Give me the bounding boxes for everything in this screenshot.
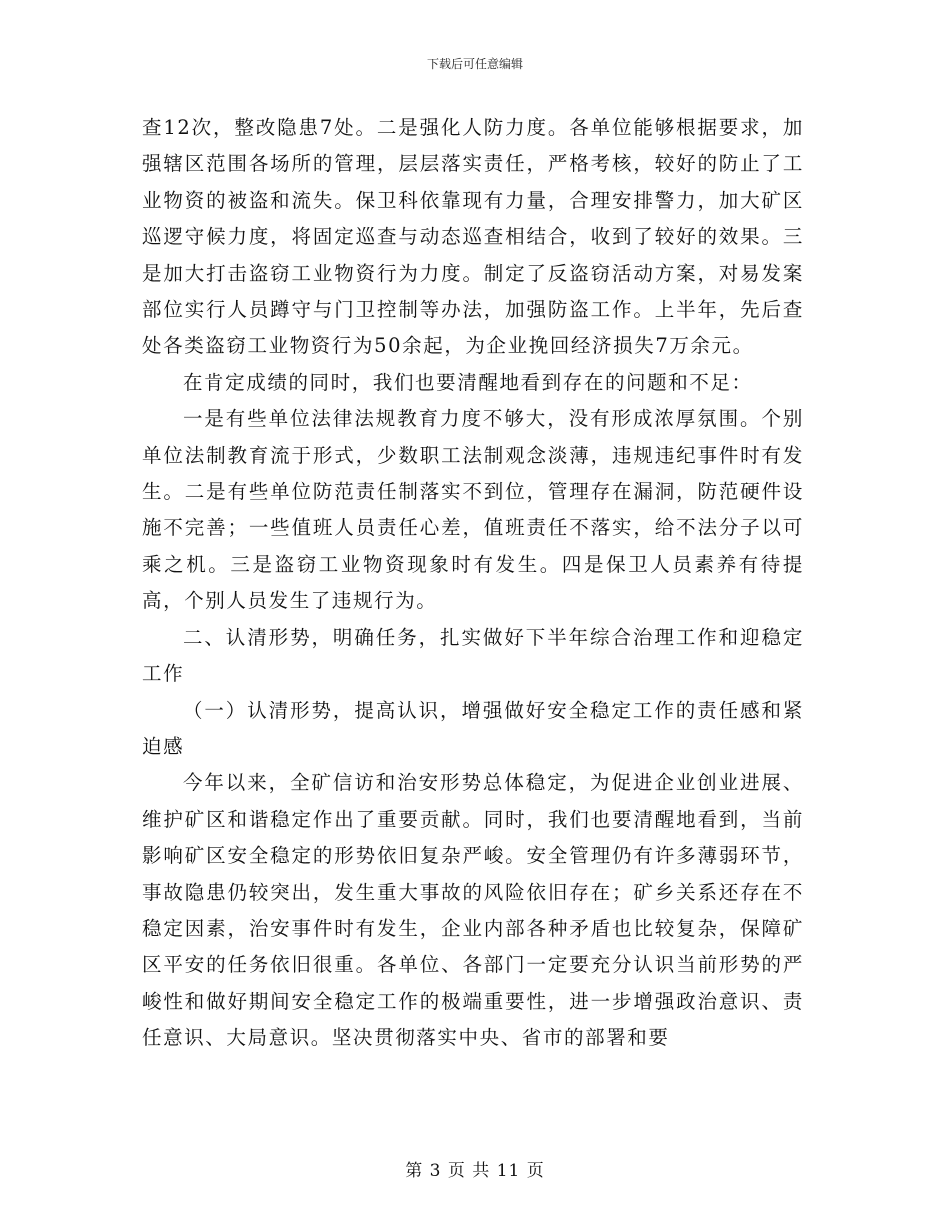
paragraph-continuation: 查12次，整改隐患7处。二是强化人防力度。各单位能够根据要求，加强辖区范围各场所的管理，层层落实责任，严格考核，较好的防止了工业物资的被盗和流失。保卫科依靠现有力量，合理安排警力，加大矿区巡逻守候力度，将固定巡查与动态巡查相结合，收到了较好的效果。三是加大打击盗窃工业物资行为力度。制定了反盗窃活动方案，对易发案部位实行人员蹲守与门卫控制等办法，加强防盗工作。上半年，先后查处各类盗窃工业物资行为50余起，为企业挽回经济损失7万余元。 [142,116,804,358]
document-body [142,110,804,1057]
section-heading: 二、认清形势，明确任务，扎实做好下半年综合治理工作和迎稳定工作 [142,625,804,686]
page-header: 下载后可任意编辑 [426,57,523,71]
paragraph-transition: 在肯定成绩的同时，我们也要清醒地看到存在的问题和不足： [182,370,753,394]
subsection-heading: （一）认清形势，提高认识，增强做好安全稳定工作的责任感和紧迫感 [142,698,804,758]
paragraph-situation: 今年以来，全矿信访和治安形势总体稳定，为促进企业创业进展、维护矿区和谐稳定作出了重要贡献。同时，我们也要清醒地看到，当前影响矿区安全稳定的形势依旧复杂严峻。安全管理仍有许多薄弱环节，事故隐患仍较突出，发生重大事故的风险依旧存在；矿乡关系还存在不稳定因素，治安事件时有发生，企业内部各种矛盾也比较复杂，保障矿区平安的任务依旧很重。各单位、各部门一定要充分认识当前形势的严峻性和做好期间安全稳定工作的极端重要性，进一步增强政治意识、责任意识、大局意识。坚决贯彻落实中央、省市的部署和要 [142,771,804,1050]
page-number: 第 3 页 共 11 页 [405,1161,545,1181]
paragraph-problems: 一是有些单位法律法规教育力度不够大，没有形成浓厚氛围。个别单位法制教育流于形式，少数职工法制观念淡薄，违规违纪事件时有发生。二是有些单位防范责任制落实不到位，管理存在漏洞，防范硬件设施不完善；一些值班人员责任心差，值班责任不落实，给不法分子以可乘之机。三是盗窃工业物资现象时有发生。四是保卫人员素养有待提高，个别人员发生了违规行为。 [142,407,804,613]
